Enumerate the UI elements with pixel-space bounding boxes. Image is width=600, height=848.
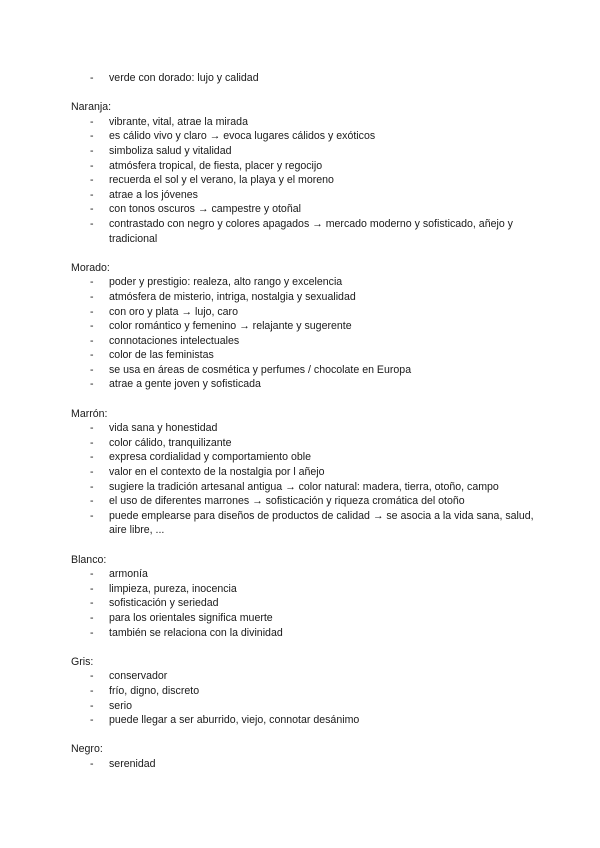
bullet-dash: - bbox=[90, 509, 94, 522]
bullet-dash: - bbox=[90, 276, 94, 289]
bullet-dash: - bbox=[90, 144, 94, 157]
list-item bbox=[71, 290, 541, 305]
list-item bbox=[71, 173, 541, 188]
list-item-text: frío, digno, discreto bbox=[109, 684, 200, 697]
bullet-dash: - bbox=[90, 597, 94, 610]
bullet-dash: - bbox=[90, 684, 94, 697]
list-item bbox=[71, 699, 541, 714]
list-item bbox=[71, 494, 541, 509]
list-item bbox=[71, 421, 541, 436]
bullet-dash: - bbox=[90, 436, 94, 449]
list-item-text: vida sana y honestidad bbox=[109, 422, 218, 435]
list-item bbox=[71, 348, 541, 363]
bullet-dash: - bbox=[90, 72, 94, 84]
list-item bbox=[71, 669, 541, 684]
list-item bbox=[71, 305, 541, 320]
section-heading: Morado: bbox=[71, 261, 110, 274]
bullet-dash: - bbox=[90, 130, 94, 143]
bullet-dash: - bbox=[90, 378, 94, 391]
list-item-text: color de las feministas bbox=[109, 349, 214, 362]
list-item-text: contrastado con negro y colores apagados → mercado moderno y sofisticado, añejo y tradicional bbox=[109, 217, 513, 245]
list-item bbox=[71, 626, 541, 641]
bullet-list bbox=[71, 567, 541, 640]
bullet-list bbox=[71, 669, 541, 727]
list-item-text: atrae a los jóvenes bbox=[109, 188, 198, 201]
bullet-dash: - bbox=[90, 611, 94, 624]
list-item-text: serio bbox=[109, 699, 132, 712]
list-item bbox=[71, 465, 541, 480]
list-item bbox=[71, 436, 541, 451]
bullet-dash: - bbox=[90, 466, 94, 479]
bullet-dash: - bbox=[90, 188, 94, 201]
list-item-text: valor en el contexto de la nostalgia por l añejo bbox=[109, 466, 325, 479]
list-item bbox=[71, 71, 541, 86]
list-item-text: verde con dorado: lujo y calidad bbox=[109, 72, 259, 84]
bullet-dash: - bbox=[90, 714, 94, 727]
section-marrón bbox=[71, 407, 541, 538]
list-item bbox=[71, 596, 541, 611]
bullet-dash: - bbox=[90, 203, 94, 216]
bullet-dash: - bbox=[90, 451, 94, 464]
bullet-dash: - bbox=[90, 174, 94, 187]
list-item-text: poder y prestigio: realeza, alto rango y excelencia bbox=[109, 276, 343, 289]
bullet-dash: - bbox=[90, 320, 94, 333]
list-item bbox=[71, 509, 541, 538]
section-blanco bbox=[71, 553, 541, 641]
section-continuation bbox=[71, 71, 541, 86]
bullet-dash: - bbox=[90, 115, 94, 128]
list-item bbox=[71, 480, 541, 495]
list-item bbox=[71, 611, 541, 626]
section-morado bbox=[71, 261, 541, 392]
list-item bbox=[71, 159, 541, 174]
bullet-list bbox=[71, 757, 541, 772]
list-item bbox=[71, 684, 541, 699]
bullet-dash: - bbox=[90, 363, 94, 376]
list-item-text: también se relaciona con la divinidad bbox=[109, 626, 283, 639]
list-item bbox=[71, 377, 541, 392]
list-item bbox=[71, 363, 541, 378]
list-item-text: connotaciones intelectuales bbox=[109, 334, 240, 347]
bullet-dash: - bbox=[90, 159, 94, 172]
bullet-dash: - bbox=[90, 305, 94, 318]
list-item-text: conservador bbox=[109, 670, 168, 683]
list-item bbox=[71, 129, 541, 144]
list-item bbox=[71, 567, 541, 582]
list-item-text: limpieza, pureza, inocencia bbox=[109, 582, 237, 595]
section-naranja bbox=[71, 100, 541, 246]
section-gris bbox=[71, 655, 541, 728]
list-item-text: el uso de diferentes marrones → sofisticación y riqueza cromática del otoño bbox=[109, 495, 465, 508]
bullet-dash: - bbox=[90, 217, 94, 230]
list-item bbox=[71, 144, 541, 159]
section-negro bbox=[71, 742, 541, 771]
list-item bbox=[71, 319, 541, 334]
list-item bbox=[71, 334, 541, 349]
list-item-text: serenidad bbox=[109, 757, 156, 770]
document-body bbox=[71, 71, 541, 786]
bullet-dash: - bbox=[90, 757, 94, 770]
list-item-text: atmósfera tropical, de fiesta, placer y regocijo bbox=[109, 159, 323, 172]
list-item-text: puede llegar a ser aburrido, viejo, connotar desánimo bbox=[109, 714, 360, 727]
list-item-text: color romántico y femenino → relajante y sugerente bbox=[109, 320, 352, 333]
list-item-text: atrae a gente joven y sofisticada bbox=[109, 378, 261, 391]
bullet-dash: - bbox=[90, 699, 94, 712]
list-item-text: con tonos oscuros → campestre y otoñal bbox=[109, 203, 301, 216]
list-item-text: color cálido, tranquilizante bbox=[109, 436, 232, 449]
bullet-dash: - bbox=[90, 495, 94, 508]
bullet-list bbox=[71, 71, 541, 86]
bullet-dash: - bbox=[90, 349, 94, 362]
bullet-dash: - bbox=[90, 670, 94, 683]
list-item-text: sugiere la tradición artesanal antigua → color natural: madera, tierra, otoño, campo bbox=[109, 480, 499, 493]
list-item-text: con oro y plata → lujo, caro bbox=[109, 305, 238, 318]
list-item-text: se usa en áreas de cosmética y perfumes / chocolate en Europa bbox=[109, 363, 412, 376]
bullet-dash: - bbox=[90, 290, 94, 303]
list-item bbox=[71, 188, 541, 203]
list-item bbox=[71, 713, 541, 728]
bullet-list bbox=[71, 275, 541, 392]
list-item-text: puede emplearse para diseños de productos de calidad → se asocia a la vida sana, salud, aire libre, ... bbox=[109, 509, 534, 537]
list-item bbox=[71, 275, 541, 290]
section-heading: Naranja: bbox=[71, 101, 112, 114]
list-item bbox=[71, 582, 541, 597]
list-item-text: armonía bbox=[109, 568, 148, 581]
list-item-text: para los orientales significa muerte bbox=[109, 611, 273, 624]
bullet-list bbox=[71, 421, 541, 538]
list-item-text: recuerda el sol y el verano, la playa y el moreno bbox=[109, 174, 334, 187]
list-item bbox=[71, 115, 541, 130]
bullet-dash: - bbox=[90, 582, 94, 595]
bullet-list bbox=[71, 115, 541, 246]
list-item bbox=[71, 217, 541, 246]
list-item bbox=[71, 202, 541, 217]
list-item bbox=[71, 450, 541, 465]
list-item-text: atmósfera de misterio, intriga, nostalgia y sexualidad bbox=[109, 290, 356, 303]
list-item-text: vibrante, vital, atrae la mirada bbox=[109, 115, 248, 128]
list-item-text: expresa cordialidad y comportamiento oble bbox=[109, 451, 311, 464]
list-item-text: sofisticación y seriedad bbox=[109, 597, 219, 610]
section-heading: Marrón: bbox=[71, 407, 108, 420]
section-heading: Gris: bbox=[71, 655, 94, 668]
section-heading: Blanco: bbox=[71, 553, 107, 566]
section-heading: Negro: bbox=[71, 743, 103, 756]
bullet-dash: - bbox=[90, 568, 94, 581]
bullet-dash: - bbox=[90, 480, 94, 493]
bullet-dash: - bbox=[90, 334, 94, 347]
list-item-text: es cálido vivo y claro → evoca lugares cálidos y exóticos bbox=[109, 130, 376, 143]
list-item-text: simboliza salud y vitalidad bbox=[109, 144, 232, 157]
bullet-dash: - bbox=[90, 422, 94, 435]
bullet-dash: - bbox=[90, 626, 94, 639]
list-item bbox=[71, 757, 541, 772]
